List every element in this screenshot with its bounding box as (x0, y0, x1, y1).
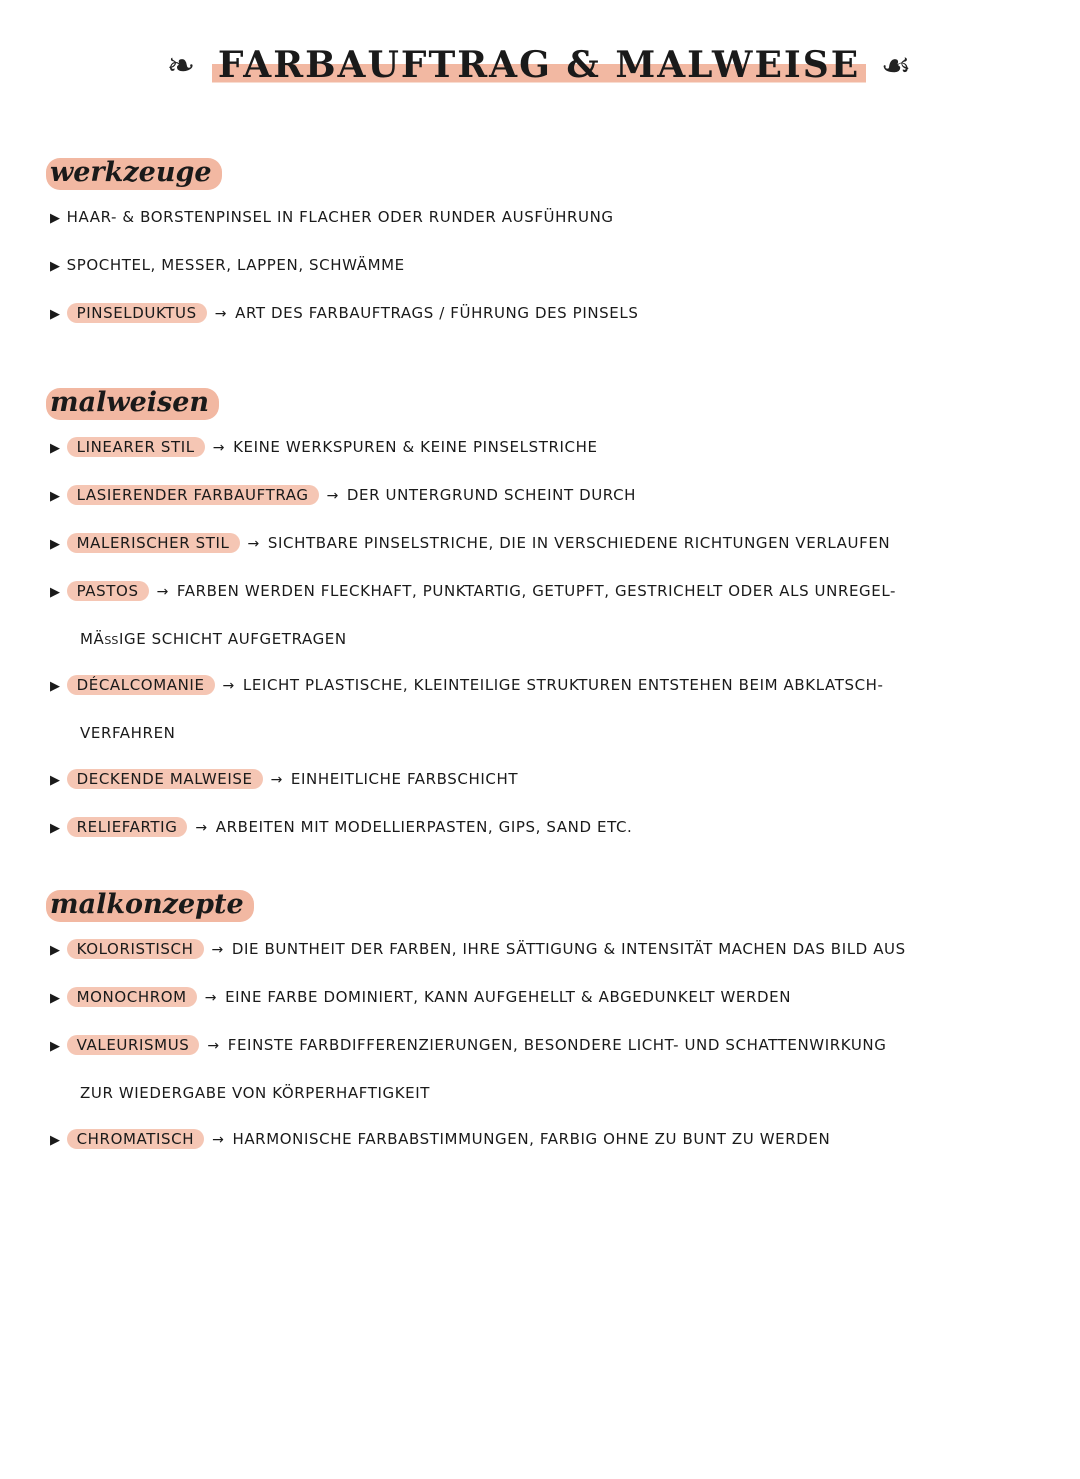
item-description: HARMONISCHE FARBABSTIMMUNGEN, FARBIG OHNE ZU BUNT ZU WERDEN (232, 1130, 831, 1148)
item-description: LEICHT PLASTISCHE, KLEINTEILIGE STRUKTUREN ENTSTEHEN BEIM ABKLATSCH- (242, 676, 884, 694)
list-item (46, 290, 1066, 338)
item-description: ART DES FARBAUFTRAGS / FÜHRUNG DES PINSELS (235, 304, 639, 322)
list-item-continuation: MÄßIGE SCHICHT AUFGETRAGEN (80, 630, 347, 648)
item-description: FARBEN WERDEN FLECKHAFT, PUNKTARTIG, GETUPFT, GESTRICHELT ODER ALS UNREGEL- (176, 582, 897, 600)
arrow-icon: → (270, 772, 283, 788)
term-highlight: LASIERENDER FARBAUFTRAG (67, 485, 319, 505)
bullet-icon: ▶ (50, 991, 61, 1006)
list-item (46, 926, 1066, 974)
section-heading-malkonzepte: malkonzepte (46, 890, 254, 922)
item-description: KEINE WERKSPUREN & KEINE PINSELSTRICHE (233, 438, 598, 456)
list-item (46, 1022, 1066, 1070)
bullet-icon: ▶ (50, 679, 61, 694)
arrow-icon: → (212, 1132, 225, 1148)
list-item-continuation: VERFAHREN (80, 724, 176, 742)
bullet-icon: ▶ (50, 585, 61, 600)
term-highlight: LINEARER STIL (67, 437, 205, 457)
term-highlight: DÉCALCOMANIE (67, 675, 215, 695)
term-highlight: PINSELDUKTUS (67, 303, 207, 323)
arrow-icon: → (156, 584, 169, 600)
term-highlight: PASTOS (67, 581, 149, 601)
item-description: SICHTBARE PINSELSTRICHE, DIE IN VERSCHIEDENE RICHTUNGEN VERLAUFEN (267, 534, 891, 552)
arrow-icon: → (211, 942, 224, 958)
arrow-icon: → (214, 306, 228, 322)
term-highlight: DECKENDE MALWEISE (67, 769, 263, 789)
term-highlight: RELIEFARTIG (67, 817, 188, 837)
page-title-text: FARBAUFTRAG & MALWEISE (212, 44, 866, 86)
section-heading-malweisen: malweisen (46, 388, 219, 420)
bullet-icon: ▶ (50, 821, 61, 836)
item-text: HAAR- & BORSTENPINSEL IN FLACHER ODER RUNDER AUSFÜHRUNG (66, 208, 614, 226)
list-item (46, 804, 1066, 852)
item-description: EINE FARBE DOMINIERT, KANN AUFGEHELLT & ABGEDUNKELT WERDEN (225, 988, 792, 1006)
page-title (0, 44, 1080, 86)
term-highlight: MALERISCHER STIL (67, 533, 240, 553)
arrow-icon: → (207, 1038, 220, 1054)
list-item (46, 242, 1066, 290)
bullet-icon: ▶ (50, 307, 61, 322)
leaf-ornament-left-icon: ❧ (166, 46, 198, 86)
arrow-icon: → (195, 820, 208, 836)
arrow-icon: → (204, 990, 218, 1006)
item-description: FEINSTE FARBDIFFERENZIERUNGEN, BESONDERE LICHT- UND SCHATTENWIRKUNG (227, 1036, 887, 1054)
bullet-icon: ▶ (50, 259, 61, 274)
list-item (46, 194, 1066, 242)
term-highlight: VALEURISMUS (67, 1035, 200, 1055)
list-item (46, 520, 1066, 568)
list-item (46, 1116, 1066, 1164)
arrow-icon: → (326, 488, 339, 504)
item-description: ARBEITEN MIT MODELLIERPASTEN, GIPS, SAND ETC. (215, 818, 633, 836)
section-werkzeuge (46, 158, 1066, 338)
bullet-icon: ▶ (50, 211, 61, 226)
term-highlight: KOLORISTISCH (67, 939, 204, 959)
term-highlight: MONOCHROM (67, 987, 197, 1007)
item-description: DIE BUNTHEIT DER FARBEN, IHRE SÄTTIGUNG & INTENSITÄT MACHEN DAS BILD AUS (231, 940, 906, 958)
bullet-icon: ▶ (50, 441, 61, 456)
bullet-icon: ▶ (50, 1133, 61, 1148)
list-item (46, 472, 1066, 520)
item-description: EINHEITLICHE FARBSCHICHT (290, 770, 519, 788)
list-item (46, 974, 1066, 1022)
bullet-icon: ▶ (50, 943, 61, 958)
list-item-continuation: ZUR WIEDERGABE VON KÖRPERHAFTIGKEIT (80, 1084, 431, 1102)
bullet-icon: ▶ (50, 489, 61, 504)
list-item (46, 424, 1066, 472)
arrow-icon: → (212, 440, 226, 456)
bullet-icon: ▶ (50, 1039, 61, 1054)
arrow-icon: → (222, 678, 235, 694)
leaf-ornament-right-icon: ☙ (880, 46, 914, 86)
arrow-icon: → (247, 536, 260, 552)
term-highlight: CHROMATISCH (67, 1129, 204, 1149)
list-item (46, 756, 1066, 804)
bullet-icon: ▶ (50, 773, 61, 788)
list-item (46, 662, 1066, 710)
section-heading-werkzeuge: werkzeuge (46, 158, 222, 190)
item-text: SPOCHTEL, MESSER, LAPPEN, SCHWÄMME (66, 256, 405, 274)
item-description: DER UNTERGRUND SCHEINT DURCH (346, 486, 637, 504)
bullet-icon: ▶ (50, 537, 61, 552)
list-item (46, 568, 1066, 616)
section-malweisen (46, 388, 1066, 852)
section-malkonzepte (46, 890, 1066, 1164)
